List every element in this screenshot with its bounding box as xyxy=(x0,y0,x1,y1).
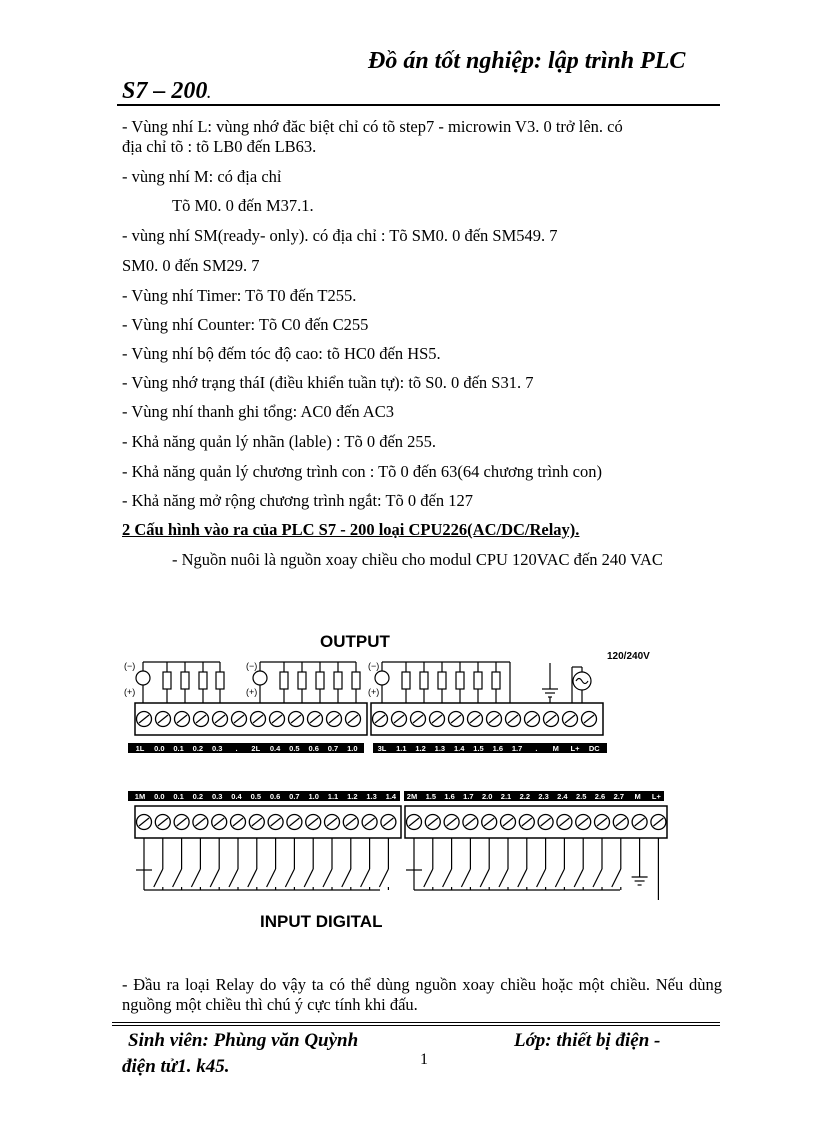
minus-sign: (−) xyxy=(124,661,136,671)
header-rule xyxy=(117,104,720,106)
terminal-screw xyxy=(381,815,396,830)
terminal-screw xyxy=(174,815,189,830)
terminal-label: 2.6 xyxy=(594,792,606,801)
terminal-label: 0.5 xyxy=(289,744,300,753)
output-label: OUTPUT xyxy=(320,632,390,651)
terminal-screw xyxy=(557,815,572,830)
terminal-label: 3L xyxy=(377,744,387,753)
terminal-label: 0.2 xyxy=(192,792,204,801)
terminal-label: DC xyxy=(588,744,600,753)
terminal-screw xyxy=(137,815,152,830)
header-model-text: S7 – 200 xyxy=(122,78,208,104)
terminal-label: 1.0 xyxy=(308,792,319,801)
ac-source-icon xyxy=(572,667,591,703)
body-line: địa chỉ tõ : tõ LB0 đến LB63. xyxy=(122,137,317,156)
terminal-screw xyxy=(563,712,578,727)
body-line: - Vùng nhí bộ đếm tóc độ cao: tõ HC0 đến HS5. xyxy=(122,344,441,363)
footer-rule xyxy=(112,1022,720,1023)
footer-student-cont: điện tử1. k45. xyxy=(122,1056,230,1077)
body-line: - Vùng nhí thanh ghi tổng: AC0 đến AC3 xyxy=(122,402,394,421)
plus-sign: (+) xyxy=(246,687,258,697)
terminal-label: 1.4 xyxy=(385,792,397,801)
body-line: SM0. 0 đến SM29. 7 xyxy=(122,256,260,275)
terminal-label: 2M xyxy=(406,792,418,801)
section-heading: 2 Cấu hình vào ra của PLC S7 - 200 loại CPU226(AC/DC/Relay). xyxy=(122,520,580,539)
terminal-screw xyxy=(175,712,190,727)
terminal-screw xyxy=(487,712,502,727)
terminal-screw xyxy=(346,712,361,727)
footer-rule xyxy=(112,1025,720,1026)
plus-sign: (+) xyxy=(368,687,380,697)
terminal-label: M xyxy=(634,792,641,801)
terminal-screw xyxy=(651,815,666,830)
terminal-screw xyxy=(308,712,323,727)
footer-student: Sinh viên: Phùng văn Quỳnh xyxy=(128,1030,359,1051)
terminal-screw xyxy=(392,712,407,727)
terminal-screw xyxy=(525,712,540,727)
plus-sign: (+) xyxy=(124,687,136,697)
terminal-screw xyxy=(430,712,445,727)
terminal-label: 1.7 xyxy=(463,792,474,801)
terminal-screw xyxy=(137,712,152,727)
terminal-screw xyxy=(325,815,340,830)
terminal-label: 1.2 xyxy=(415,744,426,753)
input-label-strip-right xyxy=(404,791,664,801)
terminal-screw xyxy=(155,815,170,830)
terminal-label: 1.4 xyxy=(453,744,465,753)
terminal-screw xyxy=(213,712,228,727)
terminal-screw xyxy=(444,815,459,830)
terminal-screw xyxy=(289,712,304,727)
body-line: - Vùng nhí Counter: Tõ C0 đến C255 xyxy=(122,315,369,334)
terminal-label: 0.7 xyxy=(327,744,339,753)
terminal-label: 2.0 xyxy=(481,792,493,801)
output-group-3-wiring xyxy=(375,662,510,703)
terminal-label: 0.0 xyxy=(154,792,165,801)
terminal-screw xyxy=(576,815,591,830)
terminal-label: 2.5 xyxy=(575,792,587,801)
terminal-screw xyxy=(425,815,440,830)
terminal-screw xyxy=(327,712,342,727)
terminal-label: 0.3 xyxy=(211,792,223,801)
terminal-label: 2.7 xyxy=(613,792,625,801)
terminal-label: 0.4 xyxy=(269,744,281,753)
body-line: - vùng nhí M: có địa chỉ xyxy=(122,167,282,186)
terminal-label: 1.3 xyxy=(366,792,377,801)
body-line: Tõ M0. 0 đến M37.1. xyxy=(172,196,314,215)
terminal-screw xyxy=(193,815,208,830)
terminal-label: 0.3 xyxy=(211,744,223,753)
terminal-screw xyxy=(595,815,610,830)
terminal-label: M xyxy=(552,744,559,753)
terminal-screw xyxy=(212,815,227,830)
terminal-label: 1.7 xyxy=(511,744,523,753)
terminal-label: 0.7 xyxy=(289,792,300,801)
terminal-screw xyxy=(231,815,246,830)
terminal-label: 2.1 xyxy=(500,792,512,801)
input-switches xyxy=(136,838,658,900)
terminal-screw xyxy=(156,712,171,727)
terminal-screw xyxy=(449,712,464,727)
terminal-screw xyxy=(544,712,559,727)
terminal-label: 1.6 xyxy=(492,744,504,753)
terminal-label: 1.5 xyxy=(425,792,437,801)
terminal-label: 1.0 xyxy=(347,744,358,753)
terminal-label: 2L xyxy=(251,744,261,753)
terminal-label: 0.5 xyxy=(250,792,262,801)
terminal-label: 1.5 xyxy=(473,744,484,753)
terminal-label: 1.3 xyxy=(434,744,446,753)
relay-paragraph: - Đầu ra loại Relay do vậy ta có thể dùng nguồn xoay chiều hoặc một chiều. Nếu dùng nguồng một chiều thì chú ý cực tính khi đấu. xyxy=(122,975,722,1014)
terminal-label: 0.0 xyxy=(154,744,165,753)
terminal-label: 1.2 xyxy=(347,792,358,801)
header-title: Đồ án tốt nghiệp: lập trình PLC xyxy=(368,48,686,74)
terminal-screw xyxy=(613,815,628,830)
terminal-label: 1L xyxy=(135,744,145,753)
terminal-screw xyxy=(538,815,553,830)
body-line: - Vùng nhí L: vùng nhớ đăc biệt chỉ có tõ step7 - microwin V3. 0 trở lên. có xyxy=(122,117,623,136)
terminal-label: 0.6 xyxy=(269,792,281,801)
ground-icon xyxy=(542,663,558,703)
terminal-label: 2.2 xyxy=(519,792,531,801)
terminal-screw xyxy=(249,815,264,830)
page-number: 1 xyxy=(420,1051,428,1068)
terminal-screw xyxy=(373,712,388,727)
terminal-screw xyxy=(632,815,647,830)
body-line: - Khả năng quản lý nhãn (lable) : Tõ 0 đến 255. xyxy=(122,432,437,451)
terminal-label: 0.2 xyxy=(192,744,204,753)
terminal-screw xyxy=(343,815,358,830)
terminal-screw xyxy=(268,815,283,830)
terminal-label: 1.6 xyxy=(444,792,455,801)
terminal-screw xyxy=(468,712,483,727)
cpu226-wiring-diagram xyxy=(110,625,670,935)
terminal-screw xyxy=(306,815,321,830)
terminal-screw xyxy=(506,712,521,727)
terminal-label: 0.4 xyxy=(231,792,242,801)
output-group-2-wiring xyxy=(253,662,360,703)
terminal-label: 0.1 xyxy=(173,744,184,753)
terminal-screw xyxy=(232,712,247,727)
power-paragraph: - Nguồn nuôi là nguồn xoay chiều cho modul CPU 120VAC đến 240 VAC xyxy=(172,550,663,569)
terminal-label: 2.3 xyxy=(538,792,549,801)
voltage-label: 120/240V xyxy=(607,651,650,662)
header-model-suffix: . xyxy=(207,87,211,102)
terminal-screw xyxy=(582,712,597,727)
terminal-label: 0.1 xyxy=(173,792,184,801)
terminal-screw xyxy=(270,712,285,727)
terminal-label: 1.1 xyxy=(327,792,339,801)
terminal-screw xyxy=(482,815,497,830)
terminal-screw xyxy=(251,712,266,727)
body-line: - Khả năng quản lý chương trình con : Tõ 0 đến 63(64 chương trình con) xyxy=(122,462,602,481)
terminal-label: L+ xyxy=(570,744,580,753)
output-group-1-wiring xyxy=(136,662,224,703)
body-line: - Vùng nhớ trạng tháI (điều khiển tuần tự): tõ S0. 0 đến S31. 7 xyxy=(122,373,534,392)
terminal-screw xyxy=(194,712,209,727)
terminal-screw xyxy=(411,712,426,727)
footer-class: Lớp: thiết bị điện - xyxy=(514,1030,661,1051)
input-label: INPUT DIGITAL xyxy=(260,912,383,931)
terminal-screw xyxy=(519,815,534,830)
terminal-label: 0.6 xyxy=(308,744,319,753)
body-line: - Khả năng mở rộng chương trình ngắt: Tõ 0 đến 127 xyxy=(122,491,473,510)
input-label-strip-left xyxy=(128,791,400,801)
body-line: - Vùng nhí Timer: Tõ T0 đến T255. xyxy=(122,286,357,305)
terminal-label: 1M xyxy=(134,792,146,801)
terminal-screw xyxy=(362,815,377,830)
minus-sign: (−) xyxy=(368,661,380,671)
terminal-label: . xyxy=(235,744,238,753)
minus-sign: (−) xyxy=(246,661,258,671)
terminal-label: 2.4 xyxy=(557,792,568,801)
terminal-label: . xyxy=(535,744,538,753)
header-model xyxy=(122,78,211,105)
terminal-screw xyxy=(501,815,516,830)
body-line: - vùng nhí SM(ready- only). có địa chỉ : Tõ SM0. 0 đến SM549. 7 xyxy=(122,226,558,245)
terminal-screw xyxy=(463,815,478,830)
terminal-screw xyxy=(287,815,302,830)
terminal-label: L+ xyxy=(651,792,661,801)
terminal-screw xyxy=(407,815,422,830)
terminal-label: 1.1 xyxy=(396,744,407,753)
